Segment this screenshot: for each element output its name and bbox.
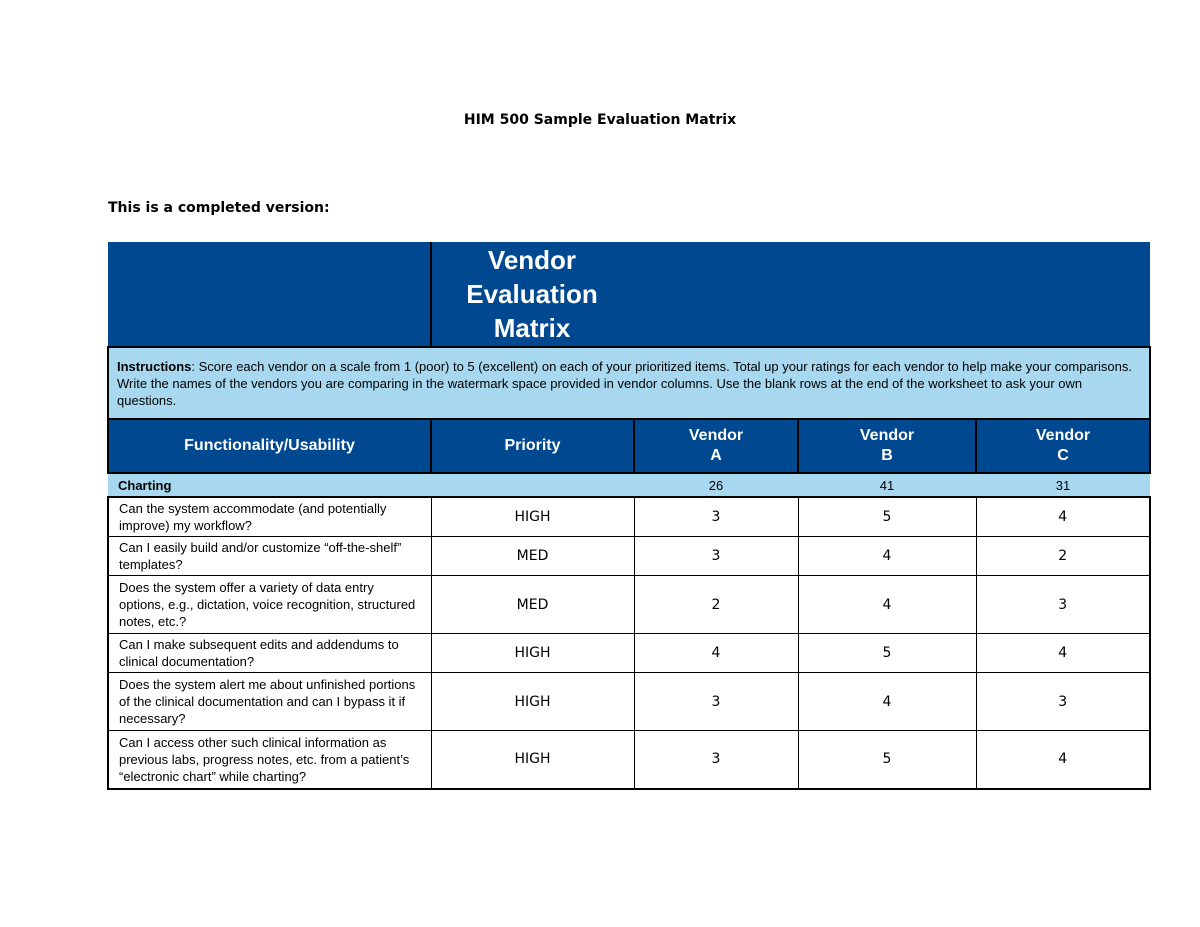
matrix-title-line: Vendor bbox=[487, 245, 577, 275]
table-row bbox=[108, 731, 1150, 789]
priority-cell: HIGH bbox=[431, 731, 634, 789]
score-vendor-c: 3 bbox=[976, 673, 1150, 731]
priority-cell: HIGH bbox=[431, 673, 634, 731]
document-subtitle: This is a completed version: bbox=[108, 200, 330, 216]
score-vendor-c: 3 bbox=[976, 576, 1150, 634]
score-vendor-a: 3 bbox=[634, 497, 798, 537]
score-vendor-a: 4 bbox=[634, 634, 798, 673]
header-vendor-c-line2: C bbox=[1057, 447, 1069, 464]
priority-cell: HIGH bbox=[431, 634, 634, 673]
matrix-title bbox=[432, 243, 632, 345]
score-vendor-c: 4 bbox=[976, 731, 1150, 789]
section-priority-blank bbox=[431, 473, 634, 497]
header-vendor-c bbox=[976, 419, 1150, 473]
question-cell: Does the system alert me about unfinished portions of the clinical documentation and can I bypass it if necessary? bbox=[108, 673, 431, 731]
evaluation-matrix-table bbox=[107, 242, 1151, 790]
instructions-row bbox=[108, 347, 1150, 419]
priority-cell: HIGH bbox=[431, 497, 634, 537]
score-vendor-c: 4 bbox=[976, 634, 1150, 673]
question-cell: Can I make subsequent edits and addendums to clinical documentation? bbox=[108, 634, 431, 673]
score-vendor-b: 5 bbox=[798, 731, 976, 789]
section-total-vendor-b: 41 bbox=[798, 473, 976, 497]
document-title: HIM 500 Sample Evaluation Matrix bbox=[463, 112, 737, 128]
instructions-cell bbox=[108, 347, 1150, 419]
header-priority: Priority bbox=[431, 419, 634, 473]
score-vendor-a: 3 bbox=[634, 731, 798, 789]
banner-title-cell bbox=[431, 242, 1150, 347]
header-vendor-a-line1: Vendor bbox=[688, 427, 744, 444]
matrix-title-line: Evaluation bbox=[466, 279, 598, 309]
header-functionality: Functionality/Usability bbox=[108, 419, 431, 473]
score-vendor-b: 4 bbox=[798, 673, 976, 731]
score-vendor-b: 4 bbox=[798, 537, 976, 576]
priority-cell: MED bbox=[431, 576, 634, 634]
section-total-vendor-c: 31 bbox=[976, 473, 1150, 497]
question-cell: Can I access other such clinical information as previous labs, progress notes, etc. from a patient’s “electronic chart” while charting? bbox=[108, 731, 431, 789]
table-row bbox=[108, 537, 1150, 576]
score-vendor-b: 5 bbox=[798, 497, 976, 537]
table-row bbox=[108, 576, 1150, 634]
instructions-text: : Score each vendor on a scale from 1 (poor) to 5 (excellent) on each of your prioritized items. Total up your ratings for each vendor to help make your comparisons. Write the names of the vendors you are comparing in the watermark space provided in vendor columns. Use the blank rows at the end of the worksheet to ask your own questions. bbox=[117, 358, 1132, 408]
section-label: Charting bbox=[108, 473, 431, 497]
question-cell: Can I easily build and/or customize “off-the-shelf” templates? bbox=[108, 537, 431, 576]
section-row-charting bbox=[108, 473, 1150, 497]
score-vendor-c: 2 bbox=[976, 537, 1150, 576]
header-vendor-b bbox=[798, 419, 976, 473]
section-total-vendor-a: 26 bbox=[634, 473, 798, 497]
table-row bbox=[108, 497, 1150, 537]
header-vendor-c-line1: Vendor bbox=[1035, 427, 1091, 444]
score-vendor-b: 4 bbox=[798, 576, 976, 634]
score-vendor-a: 3 bbox=[634, 673, 798, 731]
table-row bbox=[108, 673, 1150, 731]
table-row bbox=[108, 634, 1150, 673]
banner-blank-cell bbox=[108, 242, 431, 347]
header-vendor-a bbox=[634, 419, 798, 473]
column-header-row bbox=[108, 419, 1150, 473]
score-vendor-c: 4 bbox=[976, 497, 1150, 537]
instructions-label: Instructions bbox=[117, 358, 192, 374]
question-cell: Does the system offer a variety of data entry options, e.g., dictation, voice recognition, structured notes, etc.? bbox=[108, 576, 431, 634]
priority-cell: MED bbox=[431, 537, 634, 576]
score-vendor-a: 2 bbox=[634, 576, 798, 634]
score-vendor-b: 5 bbox=[798, 634, 976, 673]
matrix-title-line: Matrix bbox=[493, 313, 571, 343]
header-vendor-b-line1: Vendor bbox=[859, 427, 915, 444]
header-vendor-b-line2: B bbox=[881, 447, 893, 464]
header-vendor-a-line2: A bbox=[710, 447, 722, 464]
matrix-banner bbox=[108, 242, 1150, 347]
question-cell: Can the system accommodate (and potentially improve) my workflow? bbox=[108, 497, 431, 537]
score-vendor-a: 3 bbox=[634, 537, 798, 576]
